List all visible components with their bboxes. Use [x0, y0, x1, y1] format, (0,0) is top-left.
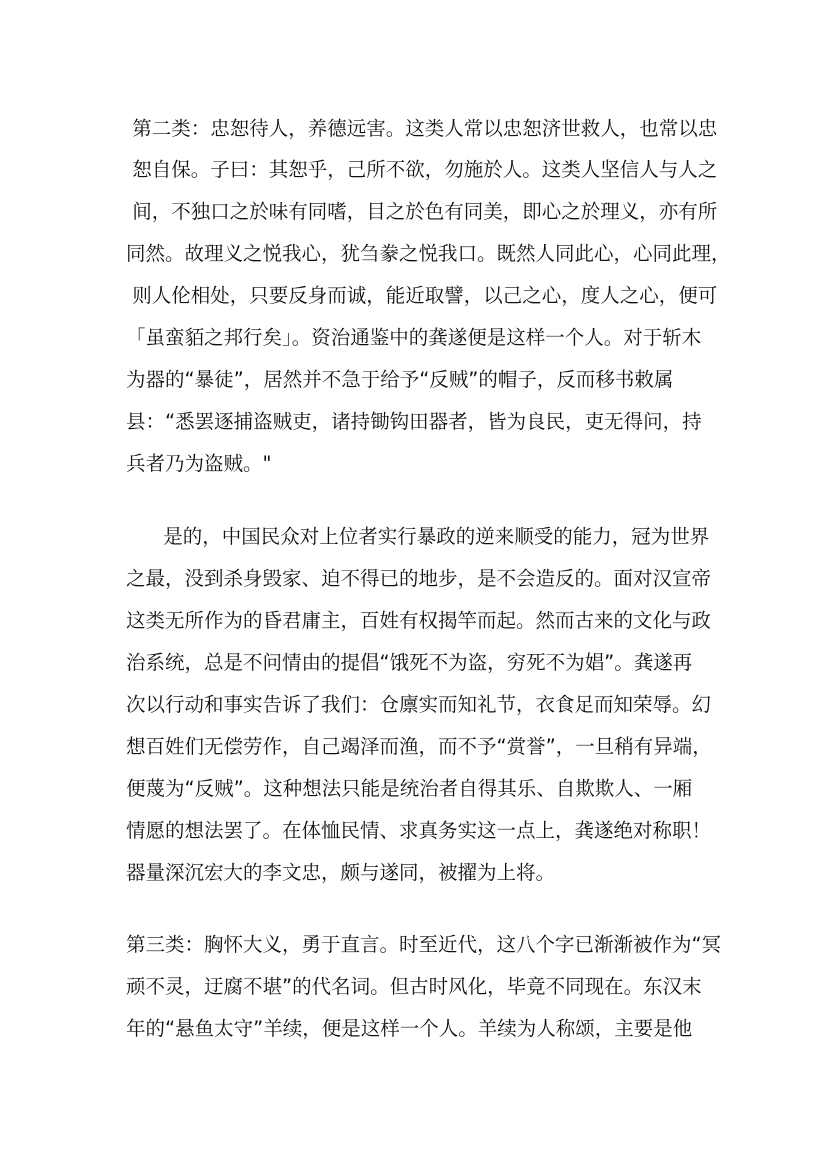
paragraph-2-line-7: 便蔑为“反贼”。这种想法只能是统治者自得其乐、自欺欺人、一厢: [126, 777, 693, 800]
paragraph-2-line-4: 治系统，总是不问情由的提倡“饿死不为盗，穷死不为娼”。龚遂再: [126, 651, 693, 674]
paragraph-1-line-5: 则人伦相处，只要反身而诚，能近取譬，以己之心，度人之心，便可: [126, 284, 718, 307]
paragraph-2-line-3: 这类无所作为的昏君庸主，百姓有权揭竿而起。然而古来的文化与政: [126, 609, 712, 632]
paragraph-2-line-2: 之最，没到杀身毁家、迫不得已的地步，是不会造反的。面对汉宣帝: [126, 567, 712, 590]
paragraph-1-line-7: 为器的“暴徒”，居然并不急于给予“反贼”的帽子，反而移书敕属: [126, 368, 674, 391]
paragraph-2-line-9: 器量深沉宏大的李文忠，颇与遂同，被擢为上将。: [126, 861, 556, 884]
paragraph-2-line-5: 次以行动和事实告诉了我们：仓廪实而知礼节，衣食足而知荣辱。幻: [126, 693, 712, 716]
paragraph-1-line-4: 同然。故理义之悦我心，犹刍豢之悦我口。既然人同此心，心同此理，: [126, 242, 731, 265]
paragraph-1-line-2: 恕自保。子曰：其恕乎，己所不欲，勿施於人。这类人坚信人与人之: [126, 158, 718, 181]
paragraph-3-line-1: 第三类：胸怀大义，勇于直言。时至近代，这八个字已渐渐被作为“冥: [126, 933, 722, 956]
paragraph-2-line-1: 是的，中国民众对上位者实行暴政的逆来顺受的能力，冠为世界: [126, 525, 710, 548]
paragraph-1-line-6: 「虽蛮貊之邦行矣」。资治通鉴中的龚遂便是这样一个人。对于斩木: [126, 326, 702, 349]
paragraph-1-line-9: 兵者乃为盗贼。": [126, 452, 272, 475]
paragraph-3-line-2: 顽不灵，迂腐不堪”的代名词。但古时风化，毕竟不同现在。东汉末: [126, 975, 702, 998]
paragraph-3-line-3: 年的“悬鱼太守”羊续，便是这样一个人。羊续为人称颂，主要是他: [126, 1017, 693, 1040]
paragraph-1-line-8: 县：“悉罢逐捕盗贼吏，诸持锄钩田器者，皆为良民，吏无得问，持: [126, 410, 702, 433]
paragraph-1-line-1: 第二类：忠恕待人，养德远害。这类人常以忠恕济世救人，也常以忠: [126, 117, 718, 140]
paragraph-2-line-8: 情愿的想法罢了。在体恤民情、求真务实这一点上，龚遂绝对称职！: [126, 819, 712, 842]
paragraph-1-line-3: 间，不独口之於味有同嗜，目之於色有同美，即心之於理义，亦有所: [126, 200, 718, 223]
paragraph-2-line-6: 想百姓们无偿劳作，自己竭泽而渔，而不予“赏誉”，一旦稍有异端，: [126, 735, 712, 758]
